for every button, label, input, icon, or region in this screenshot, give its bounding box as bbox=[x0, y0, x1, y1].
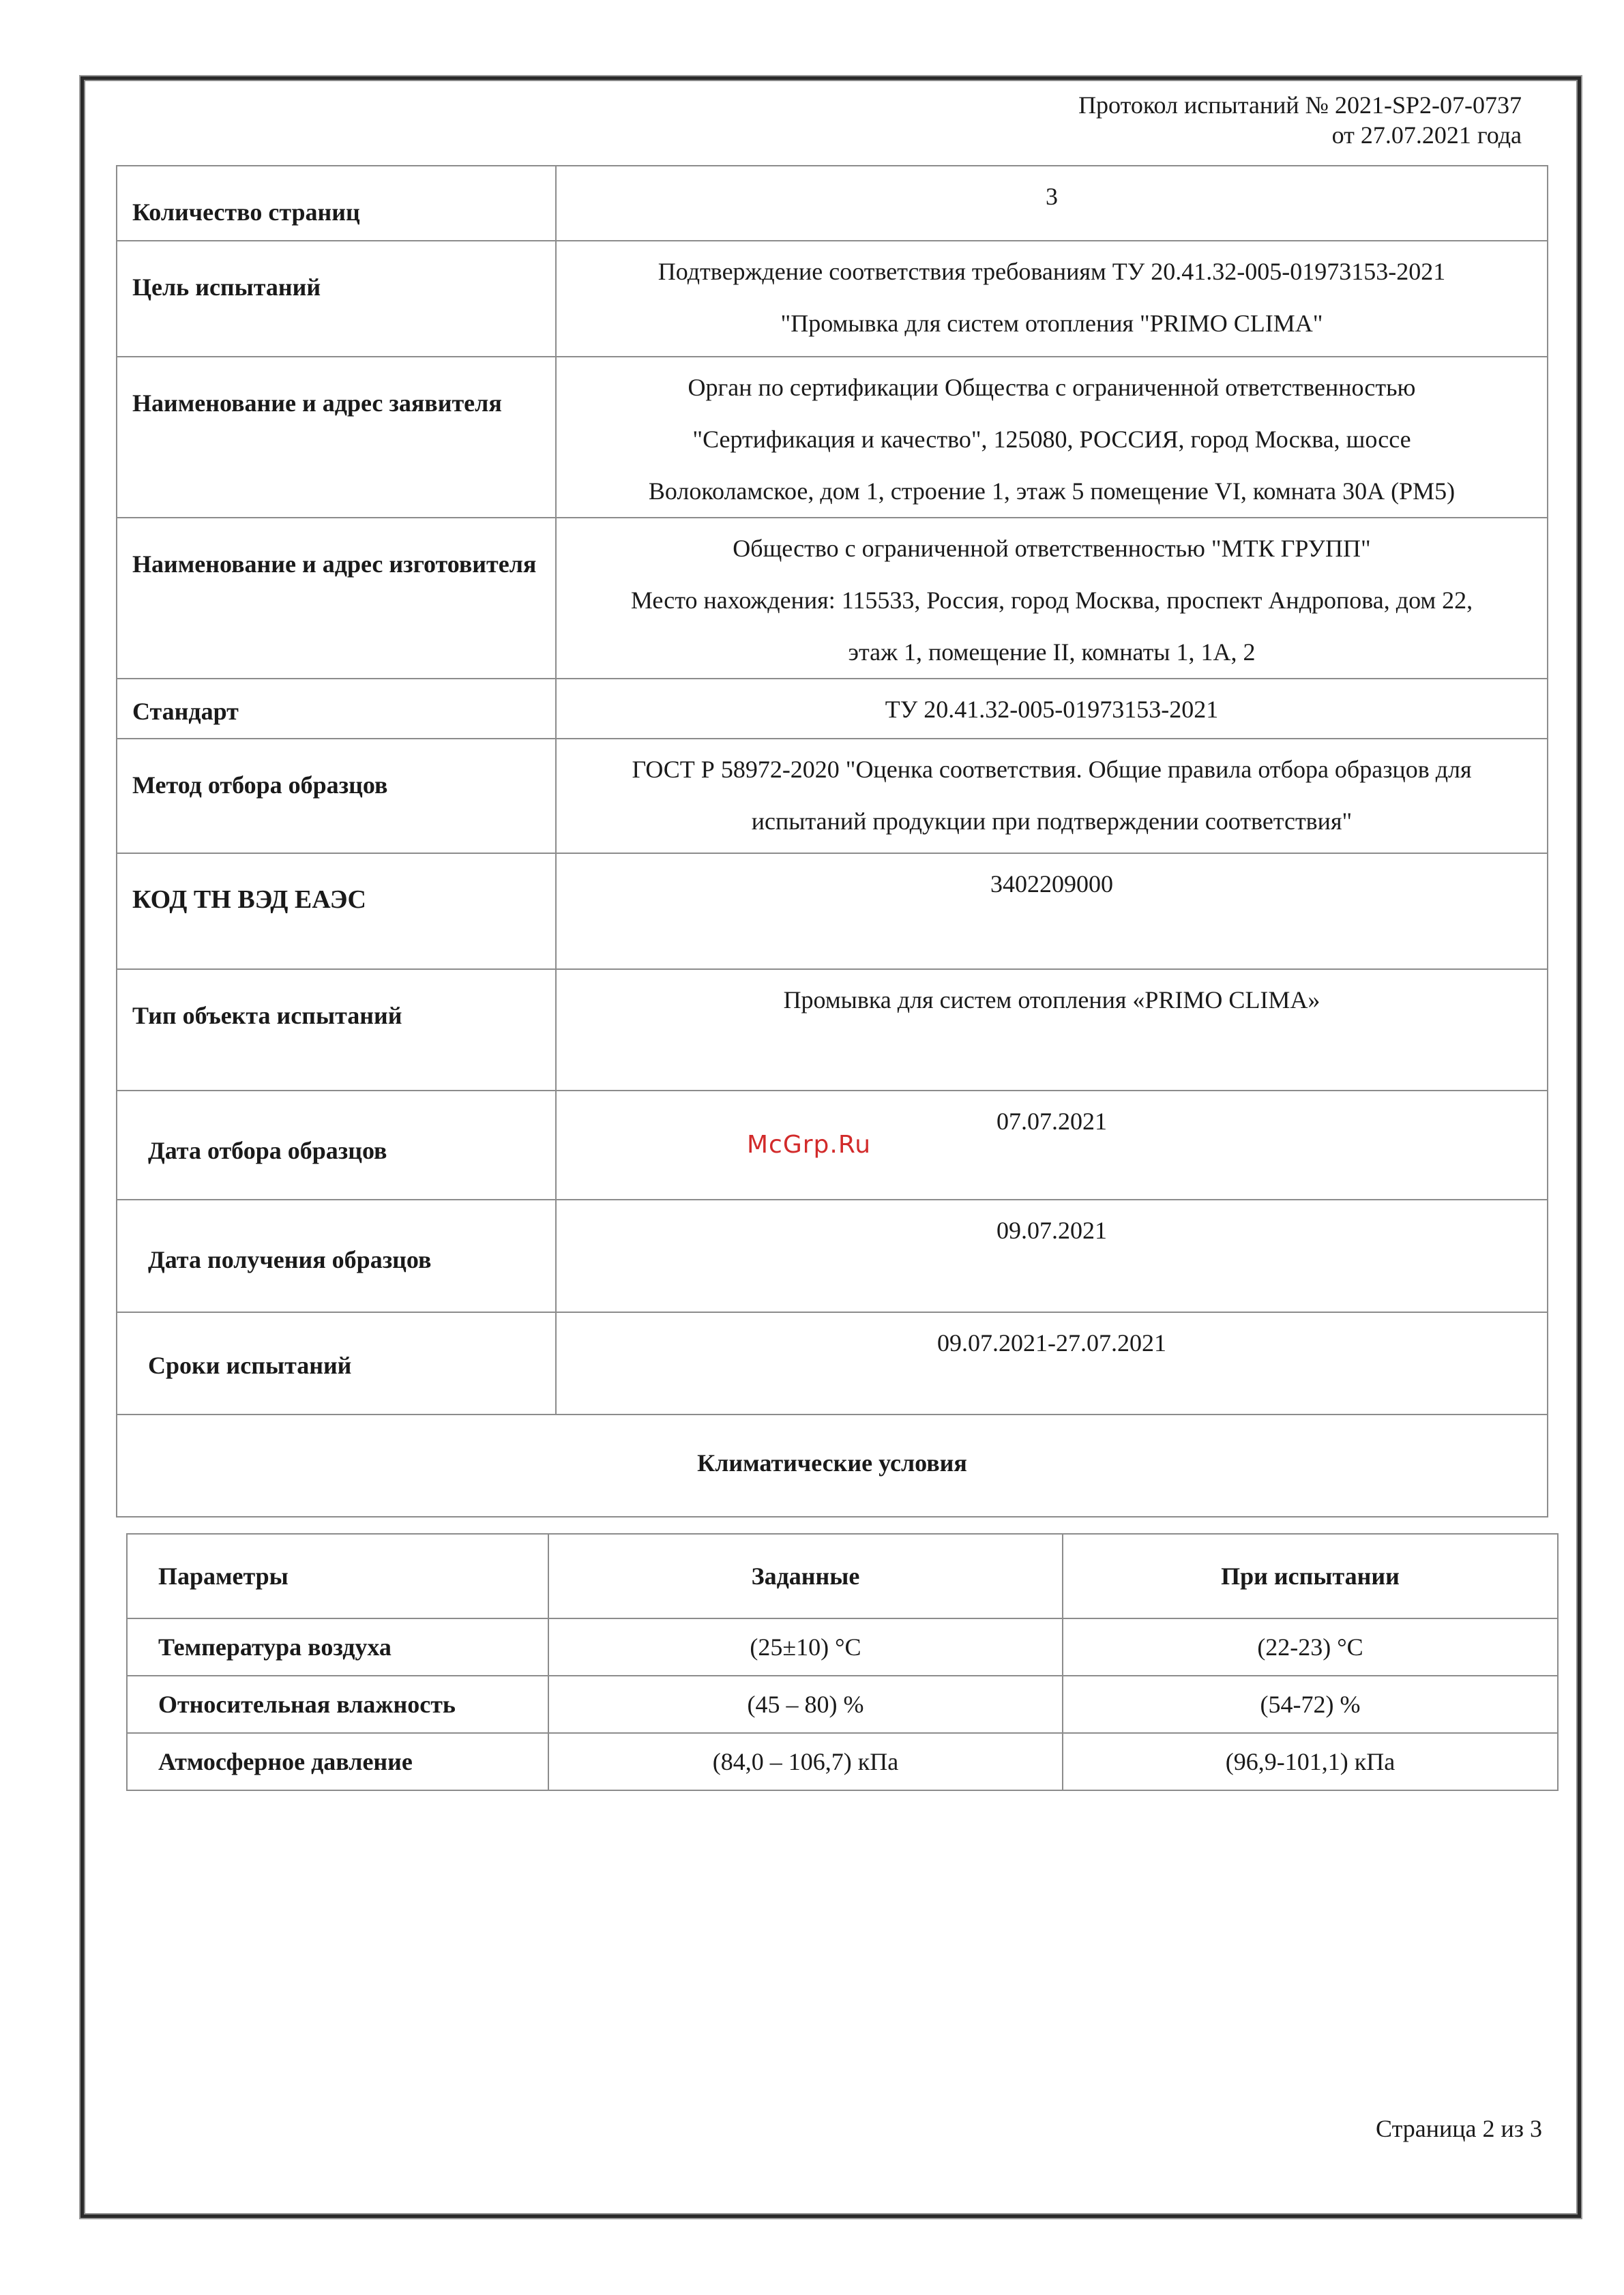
protocol-header bbox=[1078, 90, 1522, 150]
row-value bbox=[556, 518, 1548, 679]
row-label: Стандарт bbox=[117, 679, 556, 739]
climate-table bbox=[126, 1533, 1559, 1791]
row-label: Сроки испытаний bbox=[117, 1312, 556, 1415]
row-label: Метод отбора образцов bbox=[117, 739, 556, 853]
climate-title: Климатические условия bbox=[117, 1415, 1548, 1517]
column-header: Параметры bbox=[127, 1534, 548, 1618]
page-number: Страница 2 из 3 bbox=[1376, 2115, 1542, 2142]
column-header: Заданные bbox=[548, 1534, 1063, 1618]
value-line: Орган по сертификации Общества с ограниченной ответственностью bbox=[688, 374, 1416, 401]
table-row bbox=[117, 1415, 1548, 1517]
watermark: McGrp.Ru bbox=[747, 1131, 872, 1159]
protocol-date: от 27.07.2021 года bbox=[1331, 121, 1522, 149]
row-value bbox=[556, 739, 1548, 853]
table-row bbox=[117, 166, 1548, 241]
param-name: Температура воздуха bbox=[127, 1618, 548, 1676]
row-value: 09.07.2021-27.07.2021 bbox=[556, 1312, 1548, 1415]
row-label: Наименование и адрес заявителя bbox=[117, 357, 556, 518]
table-row bbox=[127, 1733, 1558, 1790]
value-line: этаж 1, помещение II, комнаты 1, 1А, 2 bbox=[848, 638, 1256, 666]
table-row bbox=[117, 241, 1548, 357]
table-row bbox=[117, 969, 1548, 1091]
row-value: 3402209000 bbox=[556, 853, 1548, 969]
param-name: Относительная влажность bbox=[127, 1676, 548, 1733]
value-line: Подтверждение соответствия требованиям ТУ 20.41.32-005-01973153-2021 bbox=[658, 258, 1446, 285]
row-value: 3 bbox=[556, 166, 1548, 241]
table-row bbox=[127, 1676, 1558, 1733]
table-row bbox=[117, 1312, 1548, 1415]
table-row bbox=[117, 853, 1548, 969]
row-label: Дата отбора образцов bbox=[117, 1091, 556, 1200]
row-value: ТУ 20.41.32-005-01973153-2021 bbox=[556, 679, 1548, 739]
value-line: ГОСТ Р 58972-2020 "Оценка соответствия. Общие правила отбора образцов для bbox=[632, 756, 1472, 783]
climate-header-row bbox=[127, 1534, 1558, 1618]
row-value bbox=[556, 241, 1548, 357]
row-label: КОД ТН ВЭД ЕАЭС bbox=[117, 853, 556, 969]
param-actual: (22-23) °С bbox=[1063, 1618, 1558, 1676]
column-header: При испытании bbox=[1063, 1534, 1558, 1618]
row-value: 07.07.2021 bbox=[556, 1091, 1548, 1200]
value-line: Место нахождения: 115533, Россия, город Москва, проспект Андропова, дом 22, bbox=[630, 587, 1473, 614]
protocol-info-table bbox=[116, 165, 1548, 1517]
param-actual: (96,9-101,1) кПа bbox=[1063, 1733, 1558, 1790]
param-actual: (54-72) % bbox=[1063, 1676, 1558, 1733]
table-row bbox=[117, 1200, 1548, 1312]
row-value: 09.07.2021 bbox=[556, 1200, 1548, 1312]
value-line: "Сертификация и качество", 125080, РОССИЯ, город Москва, шоссе bbox=[692, 426, 1411, 453]
param-name: Атмосферное давление bbox=[127, 1733, 548, 1790]
value-line: Волоколамское, дом 1, строение 1, этаж 5 помещение VI, комната 30А (РМ5) bbox=[648, 477, 1456, 505]
row-value: Промывка для систем отопления «PRIMO CLIMA» bbox=[556, 969, 1548, 1091]
param-set: (25±10) °С bbox=[548, 1618, 1063, 1676]
row-label: Цель испытаний bbox=[117, 241, 556, 357]
row-label: Тип объекта испытаний bbox=[117, 969, 556, 1091]
param-set: (45 – 80) % bbox=[548, 1676, 1063, 1733]
row-label: Дата получения образцов bbox=[117, 1200, 556, 1312]
table-row bbox=[117, 518, 1548, 679]
param-set: (84,0 – 106,7) кПа bbox=[548, 1733, 1063, 1790]
row-label: Наименование и адрес изготовителя bbox=[117, 518, 556, 679]
value-line: испытаний продукции при подтверждении соответствия" bbox=[751, 808, 1353, 835]
table-row bbox=[117, 679, 1548, 739]
value-line: Общество с ограниченной ответственностью "МТК ГРУПП" bbox=[733, 535, 1371, 562]
row-label: Количество страниц bbox=[117, 166, 556, 241]
value-line: "Промывка для систем отопления "PRIMO CLIMA" bbox=[780, 310, 1323, 337]
table-row bbox=[117, 357, 1548, 518]
protocol-number: Протокол испытаний № 2021-SP2-07-0737 bbox=[1078, 91, 1522, 119]
table-row bbox=[117, 739, 1548, 853]
table-row bbox=[127, 1618, 1558, 1676]
row-value bbox=[556, 357, 1548, 518]
